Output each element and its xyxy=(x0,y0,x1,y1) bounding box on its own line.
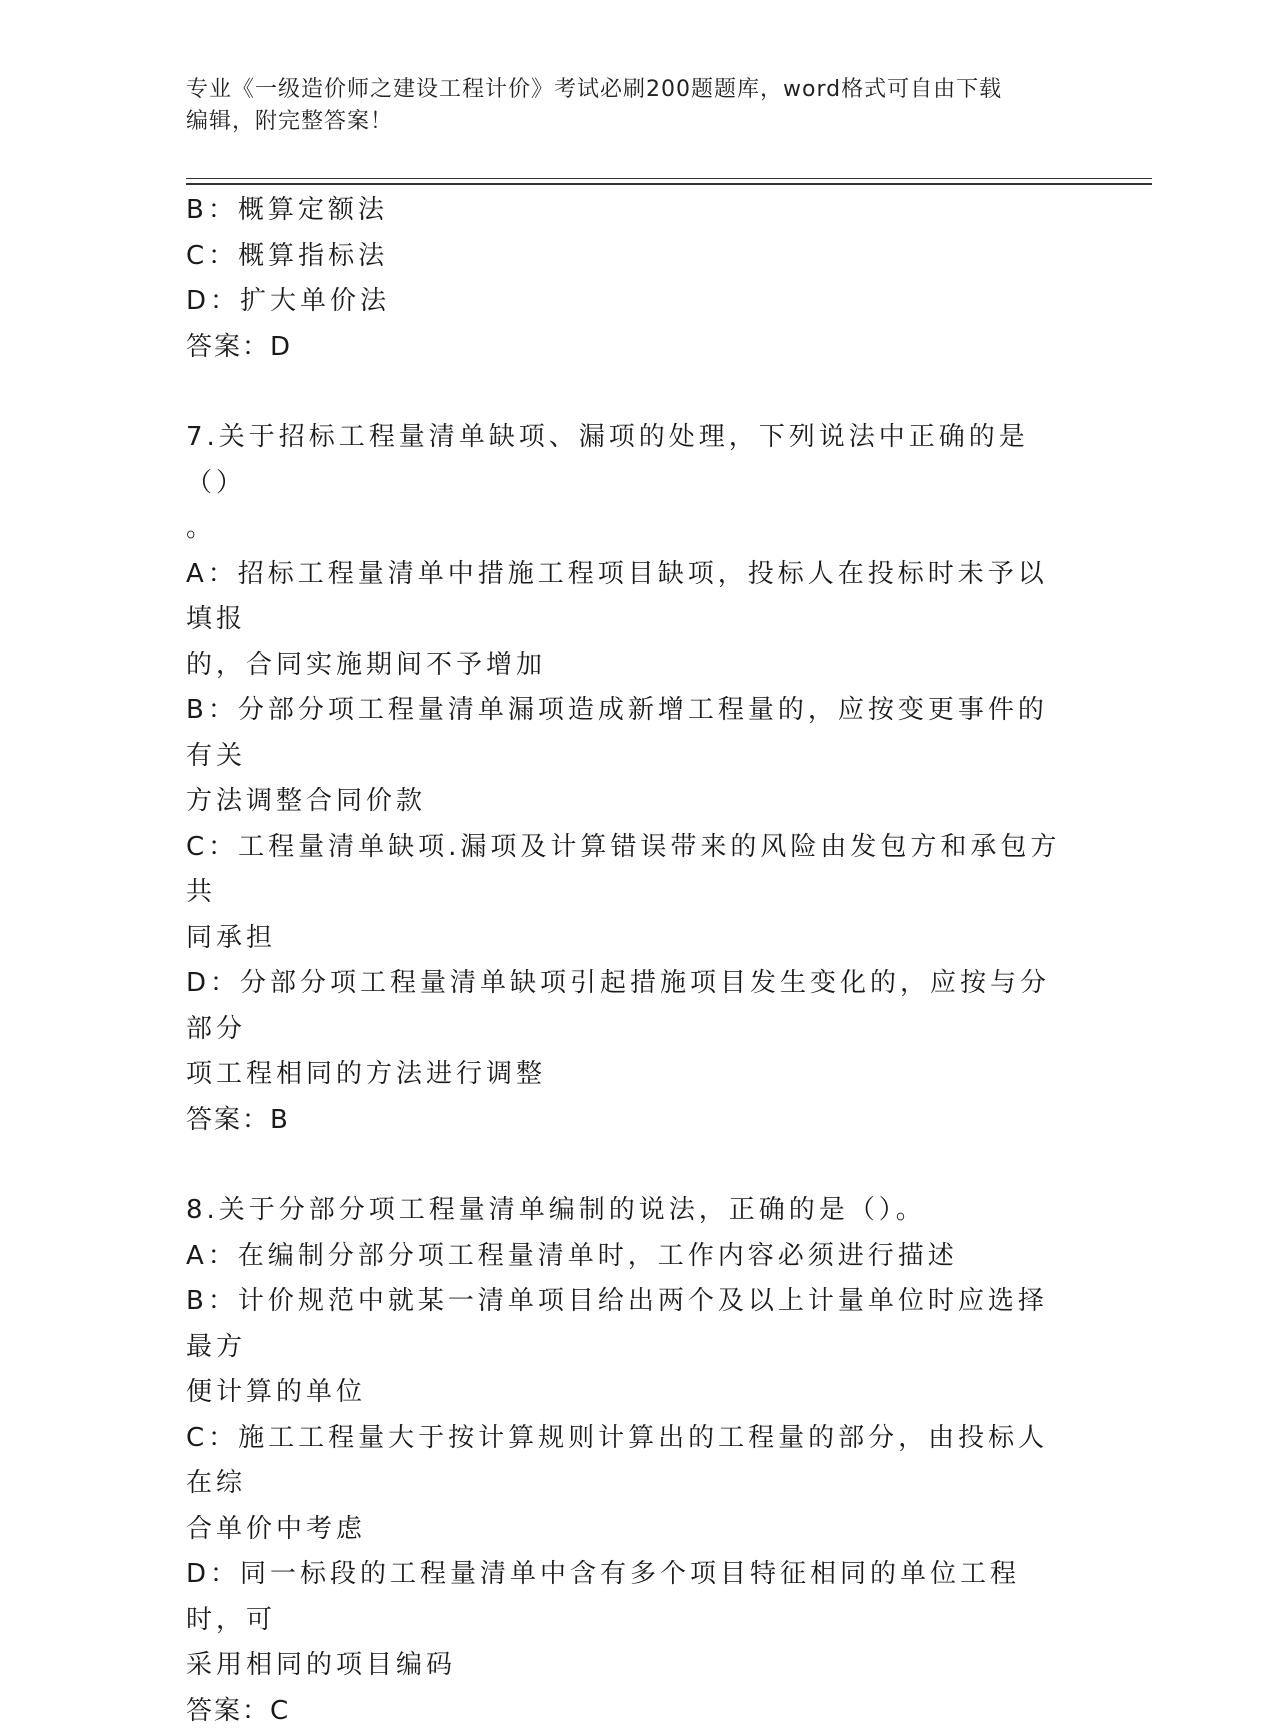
option-d-cont: 项工程相同的方法进行调整 xyxy=(186,1052,1066,1098)
answer: 答案：C xyxy=(186,1689,1066,1734)
option-c-cont: 同承担 xyxy=(186,916,1066,962)
option-c: C：工程量清单缺项.漏项及计算错误带来的风险由发包方和承包方共 xyxy=(186,825,1066,916)
option-c: C：施工工程量大于按计算规则计算出的工程量的部分，由投标人在综 xyxy=(186,1416,1066,1507)
option-b-cont: 方法调整合同价款 xyxy=(186,779,1066,825)
option-a: A：在编制分部分项工程量清单时，工作内容必须进行描述 xyxy=(186,1234,1066,1280)
option-b: B：计价规范中就某一清单项目给出两个及以上计量单位时应选择最方 xyxy=(186,1279,1066,1370)
question-8 xyxy=(186,1188,1066,1734)
option-d: D：同一标段的工程量清单中含有多个项目特征相同的单位工程时，可 xyxy=(186,1552,1066,1643)
option-b: B：概算定额法 xyxy=(186,188,1066,234)
question-7 xyxy=(186,415,1066,1143)
document-body xyxy=(186,188,1066,1734)
question-stem: 8.关于分部分项工程量清单编制的说法，正确的是（）。 xyxy=(186,1188,1066,1234)
option-c-cont: 合单价中考虑 xyxy=(186,1507,1066,1553)
answer: 答案：D xyxy=(186,325,1066,371)
header-line-2: 编辑，附完整答案！ xyxy=(186,106,1066,138)
option-d-cont: 采用相同的项目编码 xyxy=(186,1643,1066,1689)
header-divider-thin xyxy=(186,178,1152,179)
header-line-1: 专业《一级造价师之建设工程计价》考试必刷200题题库，word格式可自由下载 xyxy=(186,74,1066,106)
question-stem-cont: 。 xyxy=(186,506,1066,552)
spacer xyxy=(186,1143,1066,1188)
option-a: A：招标工程量清单中措施工程项目缺项，投标人在投标时未予以填报 xyxy=(186,552,1066,643)
option-b-cont: 便计算的单位 xyxy=(186,1370,1066,1416)
option-d: D：扩大单价法 xyxy=(186,279,1066,325)
option-b: B：分部分项工程量清单漏项造成新增工程量的，应按变更事件的有关 xyxy=(186,688,1066,779)
answer: 答案：B xyxy=(186,1098,1066,1144)
option-d: D：分部分项工程量清单缺项引起措施项目发生变化的，应按与分部分 xyxy=(186,961,1066,1052)
option-a-cont: 的，合同实施期间不予增加 xyxy=(186,643,1066,689)
option-c: C：概算指标法 xyxy=(186,234,1066,280)
header-divider-thick xyxy=(186,183,1152,185)
page-header xyxy=(186,74,1066,138)
question-6-tail xyxy=(186,188,1066,370)
spacer xyxy=(186,370,1066,415)
question-stem: 7.关于招标工程量清单缺项、漏项的处理，下列说法中正确的是（） xyxy=(186,415,1066,506)
